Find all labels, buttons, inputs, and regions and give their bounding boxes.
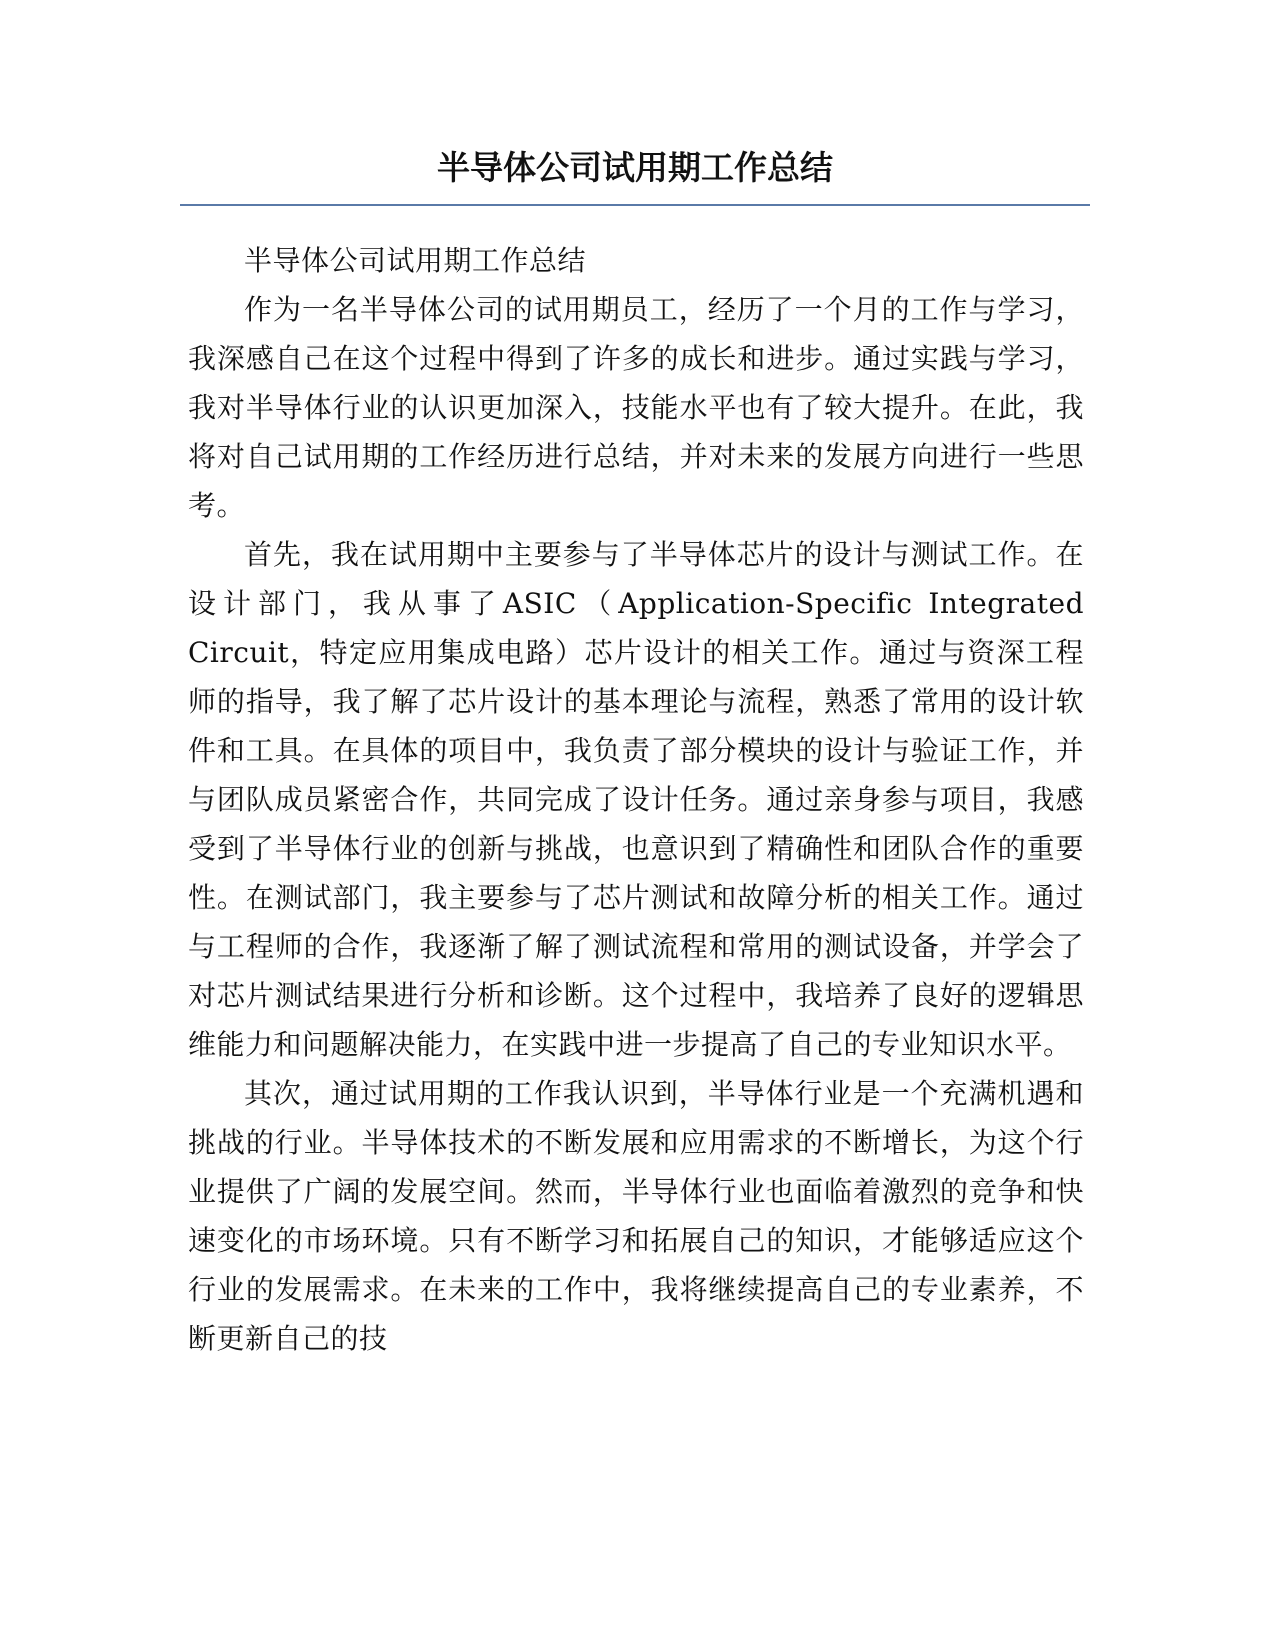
document-body	[188, 236, 1084, 1363]
paragraph-work: 首先，我在试用期中主要参与了半导体芯片的设计与测试工作。在设计部门，我从事了ASIC（Application-Specific Integrated Circuit，特定应用集成电路）芯片设计的相关工作。通过与资深工程师的指导，我了解了芯片设计的基本理论与流程，熟悉了常用的设计软件和工具。在具体的项目中，我负责了部分模块的设计与验证工作，并与团队成员紧密合作，共同完成了设计任务。通过亲身参与项目，我感受到了半导体行业的创新与挑战，也意识到了精确性和团队合作的重要性。在测试部门，我主要参与了芯片测试和故障分析的相关工作。通过与工程师的合作，我逐渐了解了测试流程和常用的测试设备，并学会了对芯片测试结果进行分析和诊断。这个过程中，我培养了良好的逻辑思维能力和问题解决能力，在实践中进一步提高了自己的专业知识水平。	[188, 538, 1084, 1061]
document-title: 半导体公司试用期工作总结	[437, 148, 833, 187]
paragraph-intro: 作为一名半导体公司的试用期员工，经历了一个月的工作与学习，我深感自己在这个过程中得到了许多的成长和进步。通过实践与学习，我对半导体行业的认识更加深入，技能水平也有了较大提升。在此，我将对自己试用期的工作经历进行总结，并对未来的发展方向进行一些思考。	[188, 293, 1084, 522]
title-underline	[180, 204, 1090, 206]
paragraph-reflection: 其次，通过试用期的工作我认识到，半导体行业是一个充满机遇和挑战的行业。半导体技术的不断发展和应用需求的不断增长，为这个行业提供了广阔的发展空间。然而，半导体行业也面临着激烈的竞争和快速变化的市场环境。只有不断学习和拓展自己的知识，才能够适应这个行业的发展需求。在未来的工作中，我将继续提高自己的专业素养，不断更新自己的技	[188, 1077, 1084, 1355]
paragraph-heading: 半导体公司试用期工作总结	[244, 244, 587, 277]
